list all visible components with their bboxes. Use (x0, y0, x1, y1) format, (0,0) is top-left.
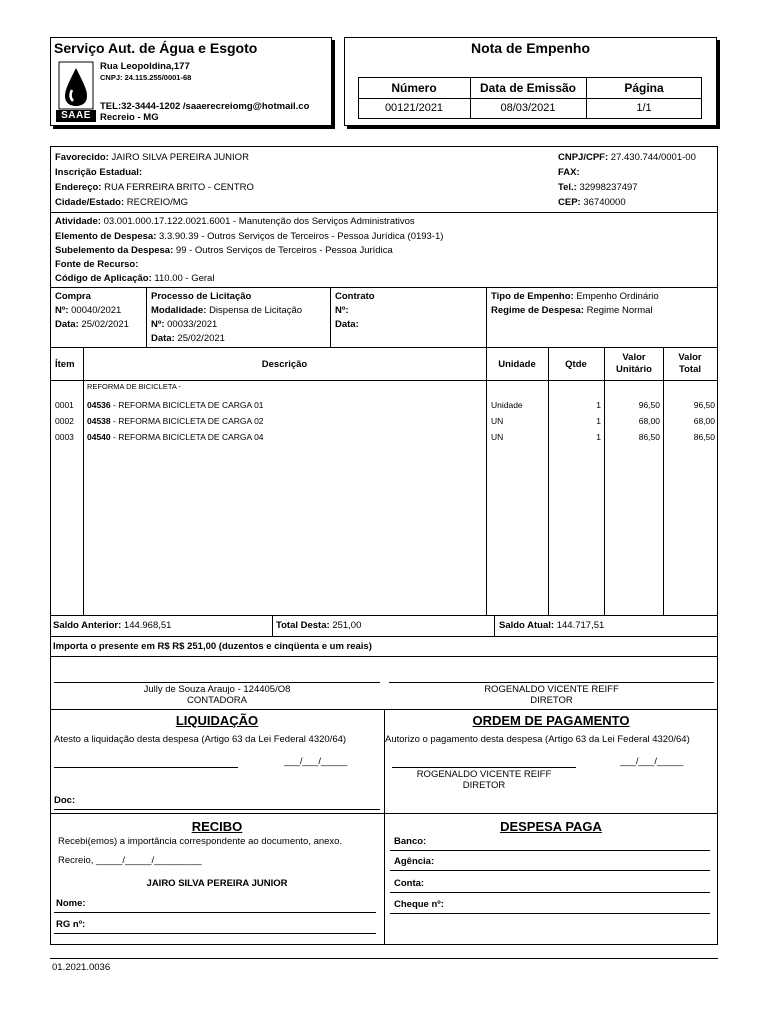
org-name: Serviço Aut. de Água e Esgoto (54, 40, 258, 56)
org-tel: TEL:32-3444-1202 /saaerecreiomg@hotmail.co (100, 101, 310, 112)
ordem-name: ROGENALDO VICENTE REIFF (416, 769, 552, 780)
tel: Tel.: 32998237497 (558, 182, 638, 193)
processo-label: Processo de Licitação (151, 291, 252, 302)
tipo-empenho: Tipo de Empenho: Empenho Ordinário (491, 291, 659, 302)
pagina-value: 1/1 (636, 102, 652, 114)
despesa-title: DESPESA PAGA (500, 819, 602, 834)
fonte-recurso: Fonte de Recurso: (55, 259, 139, 270)
recibo-name: JAIRO SILVA PEREIRA JUNIOR (146, 878, 288, 889)
col-valor-total: Valor Total (678, 352, 702, 375)
contrato-num: Nº: (335, 305, 349, 316)
logo-text: SAAE (61, 110, 91, 121)
numero-value: 00121/2021 (384, 102, 444, 114)
favorecido: Favorecido: JAIRO SILVA PEREIRA JUNIOR (55, 152, 249, 163)
recibo-nome: Nome: (56, 898, 86, 909)
liquidacao-text: Atesto a liquidação desta despesa (Artigo 63 da Lei Federal 4320/64) (54, 734, 347, 745)
diretor-role: DIRETOR (530, 695, 573, 706)
despesa-cheque: Cheque nº: (394, 899, 444, 910)
saae-logo (56, 60, 96, 122)
data-value: 08/03/2021 (500, 102, 556, 114)
despesa-agencia: Agência: (394, 856, 435, 867)
org-city: Recreio - MG (100, 112, 159, 123)
despesa-conta: Conta: (394, 878, 425, 889)
recibo-text: Recebi(emos) a importância correspondente ao documento, anexo. (58, 836, 343, 847)
ordem-title: ORDEM DE PAGAMENTO (472, 713, 630, 728)
contadora-name: Jully de Souza Araujo - 124405/O8 (143, 684, 291, 695)
data-label: Data de Emissão (479, 81, 577, 95)
liquidacao-title: LIQUIDAÇÃO (175, 713, 259, 728)
elemento-despesa: Elemento de Despesa: 3.3.90.39 - Outros Serviços de Terceiros - Pessoa Jurídica (0193-1) (55, 231, 444, 242)
col-descricao: Descrição (261, 359, 308, 370)
inscricao: Inscrição Estadual: (55, 167, 143, 178)
atividade: Atividade: 03.001.000.17.122.0021.6001 - Manutenção dos Serviços Administrativos (55, 216, 415, 227)
compra-num: Nº: 00040/2021 (55, 305, 122, 316)
compra-data: Data: 25/02/2021 (55, 319, 129, 330)
numero-label: Número (391, 81, 437, 95)
contadora-role: CONTADORA (187, 695, 247, 706)
codigo-aplicacao: Código de Aplicação: 110.00 - Geral (55, 273, 215, 284)
total-desta: Total Desta: 251,00 (276, 620, 362, 631)
col-qtde: Qtde (565, 359, 587, 370)
saldo-anterior: Saldo Anterior: 144.968,51 (53, 620, 172, 631)
recibo-rg: RG nº: (56, 919, 86, 930)
cidade: Cidade/Estado: RECREIO/MG (55, 197, 189, 208)
processo-data: Data: 25/02/2021 (151, 333, 225, 344)
col-unidade: Unidade (498, 359, 536, 370)
ordem-role: DIRETOR (462, 780, 506, 791)
recibo-place: Recreio, _____/_____/_________ (58, 855, 202, 866)
fax: FAX: (558, 167, 580, 178)
pagina-label: Página (624, 81, 664, 95)
contrato-label: Contrato (335, 291, 375, 302)
ordem-date: ___/___/_____ (620, 756, 684, 767)
liquidacao-doc: Doc: (54, 795, 76, 806)
recibo-title: RECIBO (191, 819, 243, 834)
regime-despesa: Regime de Despesa: Regime Normal (491, 305, 653, 316)
col-item: Ítem (55, 359, 75, 370)
cep: CEP: 36740000 (558, 197, 626, 208)
processo-num: Nº: 00033/2021 (151, 319, 218, 330)
item-group: REFORMA DE BICICLETA - (87, 382, 182, 391)
cnpj-cpf: CNPJ/CPF: 27.430.744/0001-00 (558, 152, 696, 163)
diretor-name: ROGENALDO VICENTE REIFF (484, 684, 619, 695)
endereco: Endereço: RUA FERREIRA BRITO - CENTRO (55, 182, 254, 193)
importa-text: Importa o presente em R$ R$ 251,00 (duzentos e cinqüenta e um reais) (53, 641, 372, 652)
col-valor-unit: Valor Unitário (616, 352, 652, 375)
saldo-atual: Saldo Atual: 144.717,51 (499, 620, 605, 631)
liquidacao-date: ___/___/_____ (284, 756, 348, 767)
compra-label: Compra (55, 291, 91, 302)
footer-code: 01.2021.0036 (52, 962, 111, 973)
subelemento: Subelemento da Despesa: 99 - Outros Serviços de Terceiros - Pessoa Jurídica (55, 245, 393, 256)
despesa-banco: Banco: (394, 836, 427, 847)
org-address: Rua Leopoldina,177 (100, 61, 190, 72)
doc-title: Nota de Empenho (470, 40, 590, 56)
modalidade: Modalidade: Dispensa de Licitação (151, 305, 303, 316)
ordem-text: Autorizo o pagamento desta despesa (Artigo 63 da Lei Federal 4320/64) (385, 734, 690, 745)
org-cnpj: CNPJ: 24.115.255/0001-68 (100, 73, 192, 82)
contrato-data: Data: (335, 319, 359, 330)
